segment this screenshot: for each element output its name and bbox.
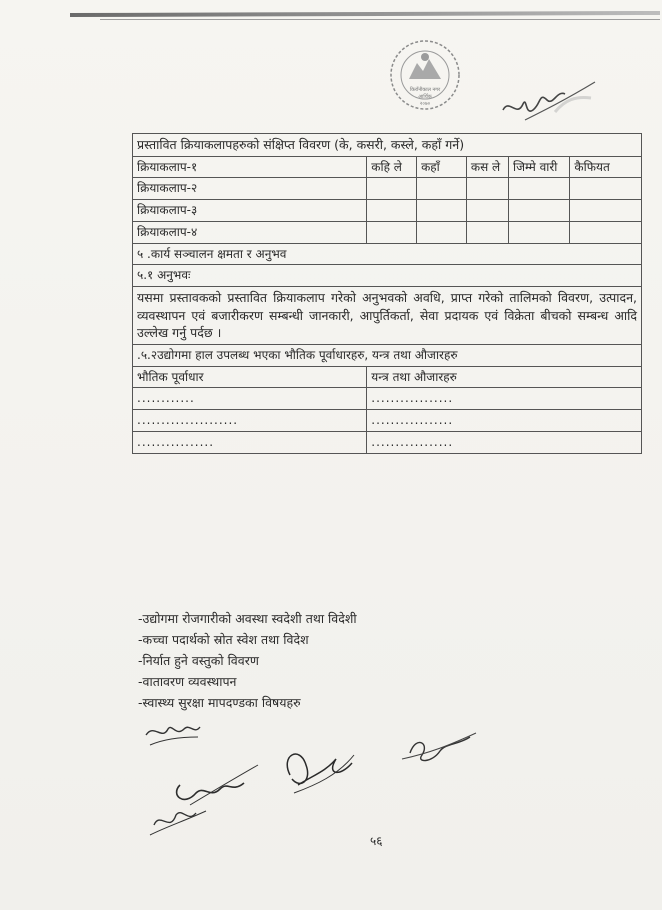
table-row [133,221,642,243]
table-cell [367,200,417,222]
table-cell [466,200,508,222]
scan-edge-line [70,11,660,17]
list-item: -स्वास्थ्य सुरक्षा मापदण्डका विषयहरु [138,695,301,710]
infra-row-1-left: ............ [133,388,367,410]
col-remarks-header: कैफियत [570,156,642,178]
table-cell [417,178,467,200]
seal-text-2: आर्थिक [418,94,432,100]
col-responsibility-header: जिम्मे वारी [509,156,570,178]
list-item: -वातावरण व्यवस्थापन [138,674,237,689]
table-title: प्रस्तावित क्रियाकलापहरुको संक्षिप्त विवरण (के, कसरी, कस्ले, कहाँ गर्ने) [133,134,642,157]
section-5-1-text: यसमा प्रस्तावकको प्रस्तावित क्रियाकलाप गरेको अनुभवको अवधि, प्राप्त गरेको तालिमको विवरण, उत्पादन, व्यवस्थापन एवं बजारीकरण सम्बन्धी जानकारी, आपुर्तिकर्ता, सेवा प्रदायक एवं विक्रेता बीचको सम्बन्ध आदि उल्लेख गर्नु पर्दछ । [133,287,642,345]
list-item: -निर्यात हुने वस्तुको विवरण [138,653,259,668]
bullet-list [138,608,357,713]
table-row [133,200,642,222]
table-row [133,388,642,410]
section-5-2-title: .५.२उद्योगमा हाल उपलब्ध भएका भौतिक पूर्वाधारहरु, यन्त्र तथा औजारहरु [133,344,642,366]
official-seal-icon [385,35,465,115]
activity-4-label: क्रियाकलाप-४ [133,221,367,243]
table-cell [509,200,570,222]
section-5-title: ५ .कार्य सञ्चालन क्षमता र अनुभव [133,243,642,265]
infra-row-3-right: ................. [367,431,642,453]
proposal-table [132,133,642,454]
infra-row-1-right: ................. [367,388,642,410]
seal-text-1: किराँनीकाल नगर [409,87,441,93]
table-cell [570,221,642,243]
scan-edge-line-thin [100,19,660,20]
col-who-header: कस ले [466,156,508,178]
infra-row-2-right: ................. [367,410,642,432]
table-cell [417,200,467,222]
activity-1-label: क्रियाकलाप-१ [133,156,367,178]
table-cell [570,178,642,200]
table-cell [466,221,508,243]
activity-3-label: क्रियाकलाप-३ [133,200,367,222]
infra-row-2-left: ..................... [133,410,367,432]
table-row [133,431,642,453]
col-where-header: कहाँ [417,156,467,178]
infra-row-3-left: ................ [133,431,367,453]
activity-2-label: क्रियाकलाप-२ [133,178,367,200]
table-cell [367,221,417,243]
seal-text-3: २०७० [419,101,431,107]
table-cell [509,221,570,243]
table-cell [417,221,467,243]
page-number: ५६ [370,834,383,848]
signature-top-icon [495,70,605,130]
table-cell [570,200,642,222]
infra-header-left: भौतिक पूर्वाधार [133,366,367,388]
col-when-header: कहि ले [367,156,417,178]
table-row [133,410,642,432]
list-item: -उद्योगमा रोजगारीको अवस्था स्वदेशी तथा विदेशी [138,611,357,626]
list-item: -कच्चा पदार्थको स्रोत स्वेश तथा विदेश [138,632,309,647]
table-row [133,178,642,200]
table-cell [509,178,570,200]
table-cell [367,178,417,200]
infra-header-right: यन्त्र तथा औजारहरु [367,366,642,388]
table-cell [466,178,508,200]
section-5-1-title: ५.१ अनुभवः [133,265,642,287]
signatures-icon [140,715,500,845]
